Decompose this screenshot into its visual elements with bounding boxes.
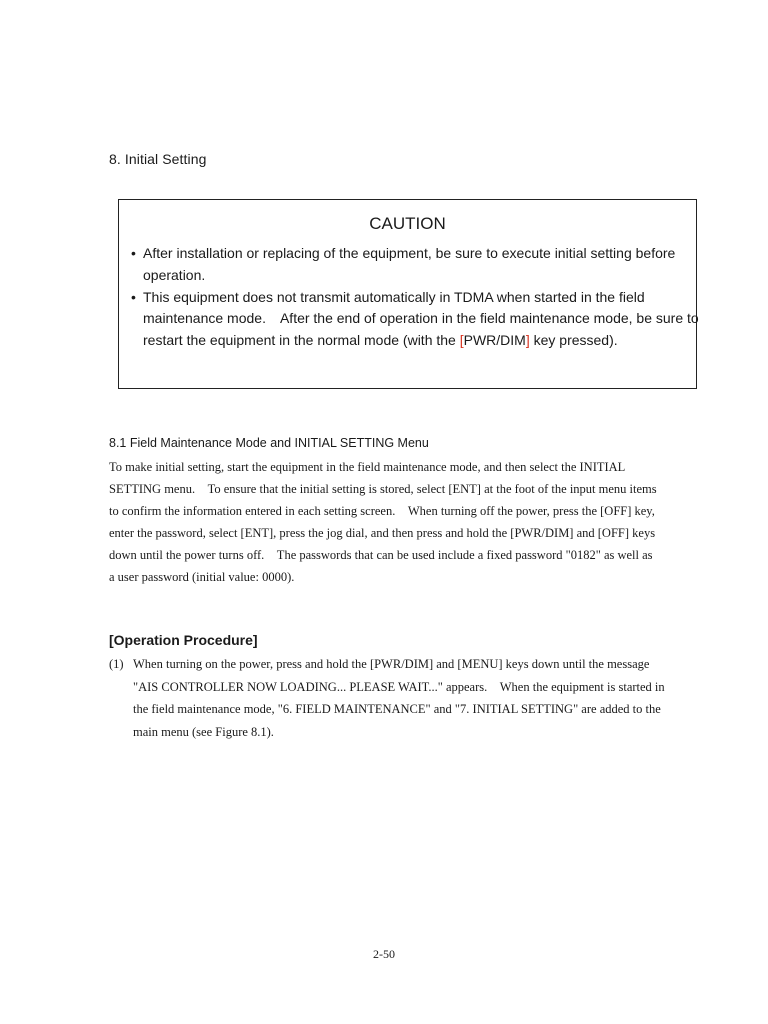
- caution-item-text: key pressed).: [529, 332, 618, 349]
- caution-item-text: This equipment does not transmit automatically in TDMA when started in the field maintenance mode. After the end of operation in the field maintenance mode, be sure to restart the equipment in the normal mode (with the: [143, 288, 699, 349]
- procedure-step: [109, 653, 669, 743]
- caution-item: [131, 287, 699, 352]
- caution-item: • After installation or replacing of the equipment, be sure to execute initial setting before operation.: [131, 243, 699, 287]
- caution-list: [131, 243, 699, 352]
- subsection-body: To make initial setting, start the equipment in the field maintenance mode, and then select the INITIAL SETTING menu. To ensure that the initial setting is stored, select [ENT] at the foot of the input menu items to confirm the information entered in each setting screen. When turning off the power, press the [OFF] key, enter the password, select [ENT], press the jog dial, and then press and hold the [PWR/DIM] and [OFF] keys down until the power turns off. The passwords that can be used include a fixed password "0182" as well as a user password (initial value: 0000).: [109, 460, 657, 584]
- subsection-title: 8.1 Field Maintenance Mode and INITIAL SETTING Menu: [109, 436, 429, 450]
- page-number: 2-50: [373, 947, 395, 961]
- section-title: 8. Initial Setting: [109, 151, 207, 167]
- key-label: PWR/DIM: [463, 332, 526, 349]
- key-bracket-close: ]: [525, 332, 530, 349]
- procedure-step-text: When turning on the power, press and hold the [PWR/DIM] and [MENU] keys down until the message "AIS CONTROLLER NOW LOADING... PLEASE WAIT..." appears. When the equipment is started in the field maintenance mode, "6. FIELD MAINTENANCE" and "7. INITIAL SETTING" are added to the main menu (see Figure 8.1).: [133, 657, 665, 739]
- caution-box: [118, 199, 697, 389]
- procedure-heading: [Operation Procedure]: [109, 632, 258, 648]
- procedure-step-number: (1): [109, 657, 124, 671]
- caution-title: CAUTION: [369, 214, 446, 233]
- key-bracket-open: [: [459, 332, 464, 349]
